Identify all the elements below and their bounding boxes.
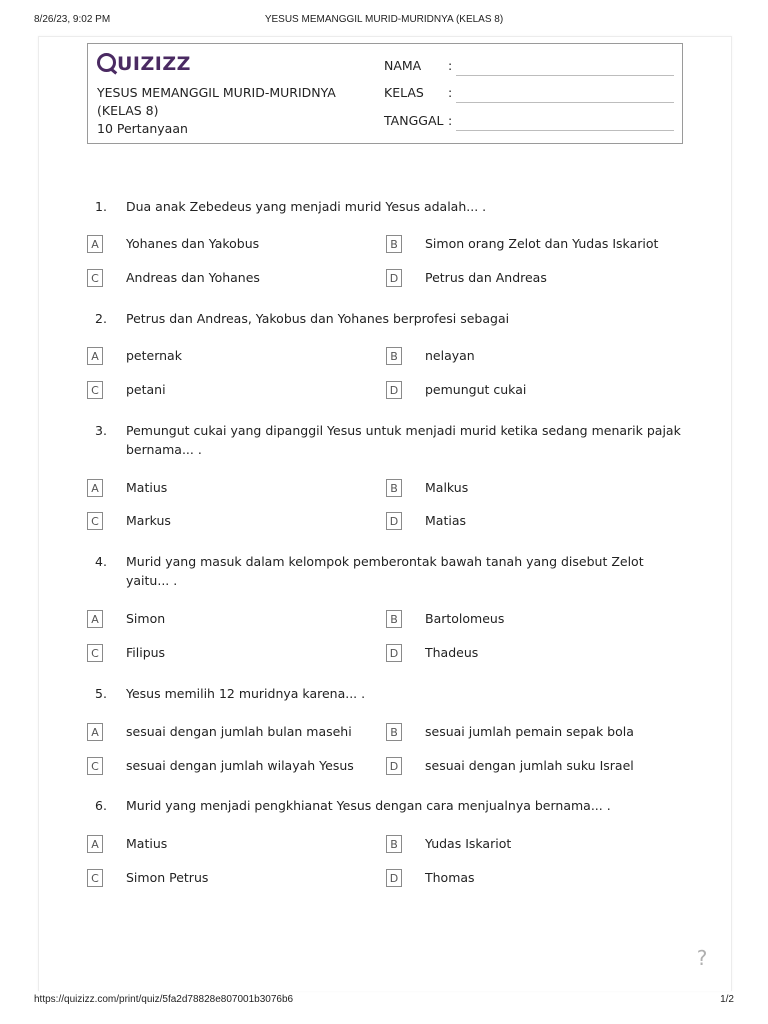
option-letter: B xyxy=(386,723,402,741)
question-number: 1. xyxy=(95,199,107,214)
option-letter: D xyxy=(386,869,402,887)
option-text: pemungut cukai xyxy=(425,382,527,397)
logo-q-icon xyxy=(97,53,116,72)
question-number: 2. xyxy=(95,311,107,326)
question-text: Murid yang menjadi pengkhianat Yesus dengan cara menjualnya bernama... . xyxy=(126,798,611,813)
option-text: Malkus xyxy=(425,480,469,495)
option-text: Simon orang Zelot dan Yudas Iskariot xyxy=(425,236,659,251)
option-letter: D xyxy=(386,757,402,775)
name-label: NAMA xyxy=(384,58,422,73)
page-number: 1/2 xyxy=(720,994,734,1005)
option-text: Yohanes dan Yakobus xyxy=(126,236,260,251)
print-header xyxy=(34,14,734,30)
option-text: nelayan xyxy=(425,348,475,363)
question-number: 3. xyxy=(95,423,107,438)
option-letter: B xyxy=(386,610,402,628)
print-title: YESUS MEMANGGIL MURID-MURIDNYA (KELAS 8) xyxy=(264,14,504,25)
option-letter: D xyxy=(386,269,402,287)
option-letter: A xyxy=(87,723,103,741)
option-letter: B xyxy=(386,347,402,365)
option-text: Thadeus xyxy=(425,645,479,660)
option-letter: C xyxy=(87,869,103,887)
date-colon: : xyxy=(448,113,453,128)
date-field xyxy=(384,113,674,133)
option-text: sesuai dengan jumlah suku Israel xyxy=(425,758,634,773)
option-text: Andreas dan Yohanes xyxy=(126,270,260,285)
option-text: Matias xyxy=(425,513,466,528)
question-number: 6. xyxy=(95,798,107,813)
option-text: Matius xyxy=(126,480,168,495)
option-text: Simon xyxy=(126,611,166,626)
option-letter: B xyxy=(386,235,402,253)
option-letter: D xyxy=(386,512,402,530)
option-letter: A xyxy=(87,479,103,497)
class-label: KELAS xyxy=(384,85,424,100)
class-line xyxy=(456,102,674,103)
question-text: Dua anak Zebedeus yang menjadi murid Yesus adalah... . xyxy=(126,199,487,214)
class-field xyxy=(384,85,674,105)
option-text: sesuai dengan jumlah bulan masehi xyxy=(126,724,352,739)
option-letter: C xyxy=(87,381,103,399)
print-footer xyxy=(34,994,734,1010)
question-number: 5. xyxy=(95,686,107,701)
option-text: petani xyxy=(126,382,166,397)
option-letter: C xyxy=(87,757,103,775)
question-text: Yesus memilih 12 muridnya karena... . xyxy=(126,686,366,701)
class-colon: : xyxy=(448,85,453,100)
quiz-title: YESUS MEMANGGIL MURID-MURIDNYA (KELAS 8) xyxy=(97,85,336,118)
question-text: Petrus dan Andreas, Yakobus dan Yohanes berprofesi sebagai xyxy=(126,311,510,326)
quiz-header-box xyxy=(87,43,683,144)
option-letter: C xyxy=(87,644,103,662)
option-letter: A xyxy=(87,835,103,853)
option-letter: B xyxy=(386,479,402,497)
option-letter: A xyxy=(87,235,103,253)
name-field xyxy=(384,58,674,78)
option-text: Thomas xyxy=(425,870,475,885)
option-text: peternak xyxy=(126,348,182,363)
option-letter: D xyxy=(386,644,402,662)
question-mark-icon[interactable]: ? xyxy=(696,946,708,970)
print-datetime: 8/26/23, 9:02 PM xyxy=(34,14,111,25)
question-text: Pemungut cukai yang dipanggil Yesus untuk menjadi murid ketika sedang menarik pajak bernama... . xyxy=(126,423,681,457)
date-line xyxy=(456,130,674,131)
name-colon: : xyxy=(448,58,453,73)
option-letter: A xyxy=(87,347,103,365)
date-label: TANGGAL xyxy=(384,113,444,128)
name-line xyxy=(456,75,674,76)
option-letter: D xyxy=(386,381,402,399)
option-text: sesuai dengan jumlah wilayah Yesus xyxy=(126,758,354,773)
option-text: Simon Petrus xyxy=(126,870,209,885)
print-url: https://quizizz.com/print/quiz/5fa2d78828e807001b3076b6 xyxy=(34,994,294,1005)
option-text: Bartolomeus xyxy=(425,611,505,626)
option-text: Yudas Iskariot xyxy=(425,836,512,851)
option-letter: C xyxy=(87,512,103,530)
option-letter: A xyxy=(87,610,103,628)
option-letter: B xyxy=(386,835,402,853)
option-text: Petrus dan Andreas xyxy=(425,270,547,285)
logo-text: UIZIZZ xyxy=(117,53,191,75)
question-text: Murid yang masuk dalam kelompok pemberontak bawah tanah yang disebut Zelot yaitu... . xyxy=(126,554,644,588)
quizizz-logo xyxy=(97,52,191,76)
option-text: sesuai jumlah pemain sepak bola xyxy=(425,724,634,739)
option-text: Matius xyxy=(126,836,168,851)
option-letter: C xyxy=(87,269,103,287)
question-count: 10 Pertanyaan xyxy=(97,121,188,136)
question-number: 4. xyxy=(95,554,107,569)
option-text: Filipus xyxy=(126,645,166,660)
option-text: Markus xyxy=(126,513,171,528)
